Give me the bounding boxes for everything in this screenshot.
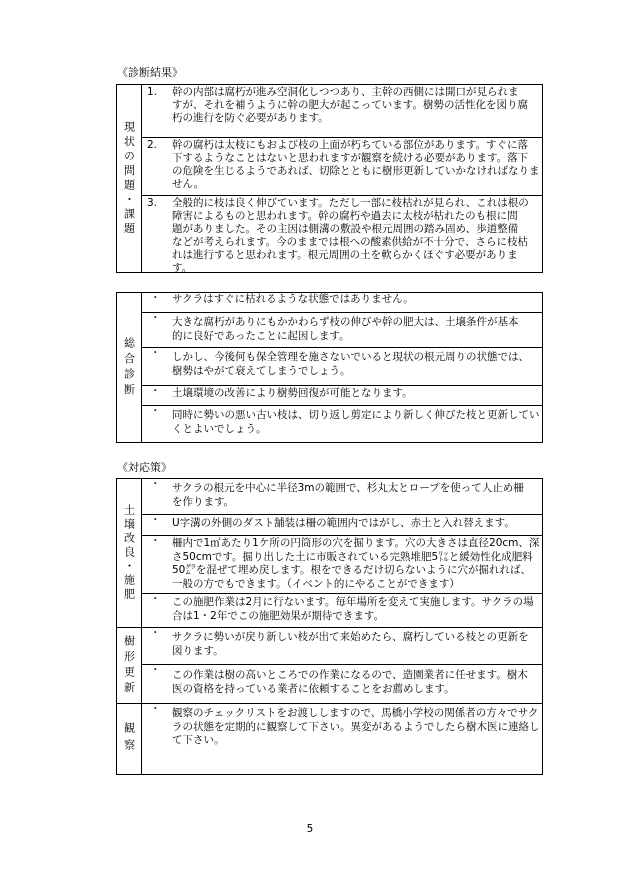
problems-label: 現状の問題・課題 xyxy=(122,120,136,237)
item-text xyxy=(172,313,542,347)
item-text xyxy=(172,704,542,774)
text-line: す。 xyxy=(172,261,193,274)
item-text xyxy=(172,386,542,405)
group-label: 土壌改良・施肥 xyxy=(122,504,136,602)
measure-item xyxy=(142,535,542,593)
text-line: サクラの根元を中心に半径3mの範囲で、杉丸太とロープを使って人止め柵 xyxy=(172,482,524,494)
text-line: サクラはすぐに枯れるような状態ではありません。 xyxy=(172,293,414,305)
text-line: くとよいでしょう。 xyxy=(172,422,267,435)
text-line: この作業は樹の高いところでの作業になるので、造園業者に任せます。樹木 xyxy=(172,669,528,681)
text-line: 障害によるものと思われます。幹の腐朽や過去に太枝が枯れたのも根に問 xyxy=(172,209,518,222)
text-line: 一般の方でもできます。（イベント的にやることができます） xyxy=(172,577,460,590)
bullet: ・ xyxy=(150,664,161,676)
problems-rows xyxy=(142,85,542,272)
text-line: 柵内で1㎡あたり1ケ所の円筒形の穴を掘ります。穴の大きさは直径20cm、深 xyxy=(172,537,540,549)
text-line: せん。 xyxy=(172,177,205,190)
measure-item xyxy=(142,628,542,664)
text-line: を作ります。 xyxy=(172,495,235,508)
diagnosis-item xyxy=(142,405,542,442)
item-number: 3. xyxy=(147,197,158,209)
measure-item xyxy=(142,664,542,703)
problem-item xyxy=(142,195,542,272)
item-text xyxy=(172,594,542,627)
text-line: 合は1・2年でこの施肥効果が期待できます。 xyxy=(172,609,385,622)
item-number: 2. xyxy=(147,139,158,151)
group-rows xyxy=(142,628,542,703)
text-line: 幹の腐朽は太枝にもおよび枝の上面が朽ちている部位があります。すぐに落 xyxy=(172,139,529,151)
overall-label: 総合診断 xyxy=(122,336,136,399)
item-text xyxy=(172,536,542,593)
bullet: ・ xyxy=(150,593,161,605)
overall-diagnosis-table xyxy=(116,292,543,443)
diagnosis-item xyxy=(142,312,542,347)
item-text xyxy=(172,85,542,137)
measures-heading: 《対応策》 xyxy=(117,461,172,474)
problems-table xyxy=(116,84,543,273)
bullet: ・ xyxy=(150,292,161,304)
text-line: 観察のチェックリストをお渡ししますので、馬橋小学校の関係者の方々でサク xyxy=(172,707,539,719)
text-line: この施肥作業は2月に行ないます。毎年場所を変えて実施します。サクラの場 xyxy=(172,596,534,608)
group-label-cell xyxy=(117,479,142,627)
measure-item xyxy=(142,593,542,627)
page-number: 5 xyxy=(306,823,314,835)
text-line: などが考えられます。今のままでは根への酸素供給が不十分で、さらに枝枯 xyxy=(172,235,528,248)
text-line: 同時に勢いの悪い古い枝は、切り返し剪定により新しく伸びた枝と更新してい xyxy=(172,409,540,421)
item-text xyxy=(172,138,542,195)
bullet: ・ xyxy=(150,535,161,547)
item-text xyxy=(172,348,542,385)
text-line: 的に良好であったことに起因します。 xyxy=(172,329,350,342)
text-line: 医の資格を持っている業者に依頼することをお薦めします。 xyxy=(172,682,455,695)
measure-item xyxy=(142,514,542,535)
diagnosis-item xyxy=(142,385,542,405)
overall-rows xyxy=(142,293,542,442)
text-line: 50㌘を混ぜて埋め戻します。根をできるだけ切らないように穴が掘れれば、 xyxy=(172,564,532,576)
text-line: 下するようなことはないと思われますが観察を続ける必要があります。落下 xyxy=(172,151,529,164)
text-line: ラの状態を定期的に観察して下さい。異変があるようでしたら樹木医に連絡し xyxy=(172,720,540,733)
bullet: ・ xyxy=(150,405,161,417)
problem-item xyxy=(142,137,542,195)
overall-label-cell xyxy=(117,293,142,442)
text-line: しかし、今後何も保全管理を施さないでいると現状の根元周りの状態では、 xyxy=(172,351,529,363)
text-line: 題がありました。その主因は側溝の敷設や根元周囲の踏み固め、歩道整備 xyxy=(172,222,519,235)
bullet: ・ xyxy=(150,627,161,639)
diagnosis-item xyxy=(142,293,542,312)
diagnosis-item xyxy=(142,347,542,385)
text-line: 土壌環境の改善により樹勢回復が可能となります。 xyxy=(172,387,413,399)
problem-item xyxy=(142,85,542,137)
group-rows xyxy=(142,479,542,627)
text-line: れは進行すると思われます。根元周囲の土を軟らかくほぐす必要がありま xyxy=(172,248,518,261)
text-line: 樹勢はやがて衰えてしまうでしょう。 xyxy=(172,364,351,377)
problems-label-cell xyxy=(117,85,142,272)
text-line: 全般的に枝は良く伸びています。ただし一部に枝枯れが見られ、これは根の xyxy=(172,197,529,209)
bullet: ・ xyxy=(150,478,161,490)
text-line: すが、それを補うように幹の肥大が起こっています。樹勢の活性化を図り腐 xyxy=(172,98,528,111)
text-line: さ50cmです。掘り出した土に市販されている完熟堆肥5㍑と緩効性化成肥料 xyxy=(172,550,533,563)
item-text xyxy=(172,479,542,514)
text-line: 幹の内部は腐朽が進み空洞化しつつあり、主幹の西側には開口が見られま xyxy=(172,86,519,98)
bullet: ・ xyxy=(150,347,161,359)
item-text xyxy=(172,293,542,312)
measures-table xyxy=(116,478,543,775)
item-text xyxy=(172,515,542,535)
text-line: サクラに勢いが戻り新しい枝が出て来始めたら、腐朽している枝との更新を xyxy=(172,631,529,643)
measure-group-pruning xyxy=(117,627,542,703)
bullet: ・ xyxy=(150,385,161,397)
diagnosis-heading: 《診断結果》 xyxy=(117,66,183,79)
group-label-cell xyxy=(117,628,142,703)
measure-group-observation xyxy=(117,703,542,774)
measure-group-soil xyxy=(117,479,542,627)
measure-item xyxy=(142,704,542,774)
text-line: 朽の進行を防ぐ必要があります。 xyxy=(172,111,329,124)
text-line: て下さい。 xyxy=(172,734,225,746)
text-line: 図ります。 xyxy=(172,644,224,657)
bullet: ・ xyxy=(150,514,161,526)
group-label-cell xyxy=(117,704,142,774)
item-text xyxy=(172,196,542,272)
item-text xyxy=(172,665,542,703)
text-line: U字溝の外側のダスト舗装は柵の範囲内ではがし、赤土と入れ替えます。 xyxy=(172,517,515,529)
group-label: 樹形更新 xyxy=(122,634,136,697)
item-text xyxy=(172,406,542,442)
item-text xyxy=(172,628,542,664)
group-rows xyxy=(142,704,542,774)
measure-item xyxy=(142,479,542,514)
text-line: の危険を生じるようであれば、切除とともに樹形更新していかなければなりま xyxy=(172,164,540,177)
item-number: 1. xyxy=(147,86,158,98)
group-label: 観察 xyxy=(122,722,136,756)
bullet: ・ xyxy=(150,312,161,324)
text-line: 大きな腐朽がありにもかかわらず枝の伸びや幹の肥大は、土壌条件が基本 xyxy=(172,316,519,328)
bullet: ・ xyxy=(150,703,161,715)
